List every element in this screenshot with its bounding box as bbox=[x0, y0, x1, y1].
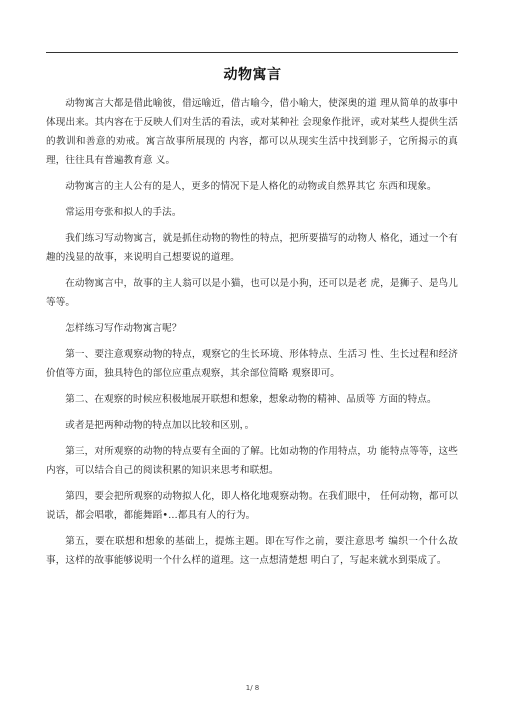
page-title: 动物寓言 bbox=[223, 67, 282, 83]
document-body bbox=[46, 94, 458, 577]
paragraph-12: 第五，要在联想和想象的基础上，提炼主题。即在写作之前，要注意思考 编织一个什么故事，这样的故事能够说明一个什么样的道理。这一点想清楚想 明白了，写起来就水到渠成了。 bbox=[46, 536, 458, 566]
paragraph-8: 第二、在观察的时候应积极地展开联想和想象，想象动物的精神、品质等 方面的特点。 bbox=[65, 394, 437, 405]
paragraph-5: 在动物寓言中，故事的主人翁可以是小猫，也可以是小狗，还可以是老 虎，是狮子、是鸟儿等等。 bbox=[46, 278, 458, 308]
paragraph-10: 第三，对所观察的动物的特点要有全面的了解。比如动物的作用特点，功 能特点等等，这些内容，可以结合自己的阅读积累的知识来思考和联想。 bbox=[46, 446, 458, 476]
paragraph-9: 或者是把两种动物的特点加以比较和区别，。 bbox=[65, 420, 255, 431]
paragraph-11: 第四，要会把所观察的动物拟人化，即人格化地观察动物。在我们眼中， 任何动物，都可以说话，都会唱歌，都能舞蹈•…都具有人的行为。 bbox=[46, 491, 458, 521]
page-number: 1/ 8 bbox=[245, 684, 260, 692]
paragraph-7: 第一、要注意观察动物的特点，观察它的生长环境、形体特点、生活习 性、生长过程和经济价值等方面，独具特色的部位应重点观察，其余部位简略 观察即可。 bbox=[46, 349, 458, 379]
paragraph-4: 我们练习写动物寓言，就是抓住动物的物性的特点，把所要描写的动物人 格化，通过一个有趣的浅显的故事，来说明自己想要说的道理。 bbox=[46, 233, 458, 263]
paragraph-6: 怎样练习写作动物寓言呢？ bbox=[65, 323, 182, 334]
paragraph-3: 常运用夸张和拟人的手法。 bbox=[65, 207, 182, 218]
header-rule bbox=[46, 52, 458, 53]
paragraph-2: 动物寓言的主人公有的是人，更多的情况下是人格化的动物或自然界其它 东西和现象。 bbox=[65, 181, 437, 192]
paragraph-1: 动物寓言大都是借此喻彼，借远喻近，借古喻今，借小喻大，使深奥的道 理从简单的故事中体现出来。其内容在于反映人们对生活的看法，或对某种社 会现象作批评，或对某些人提供生活的教训和善意的劝戒。寓言故事所展现的 内容，都可以从现实生活中找到影子，它所揭示的真理，往往具有普遍教育意 义。 bbox=[46, 98, 458, 166]
